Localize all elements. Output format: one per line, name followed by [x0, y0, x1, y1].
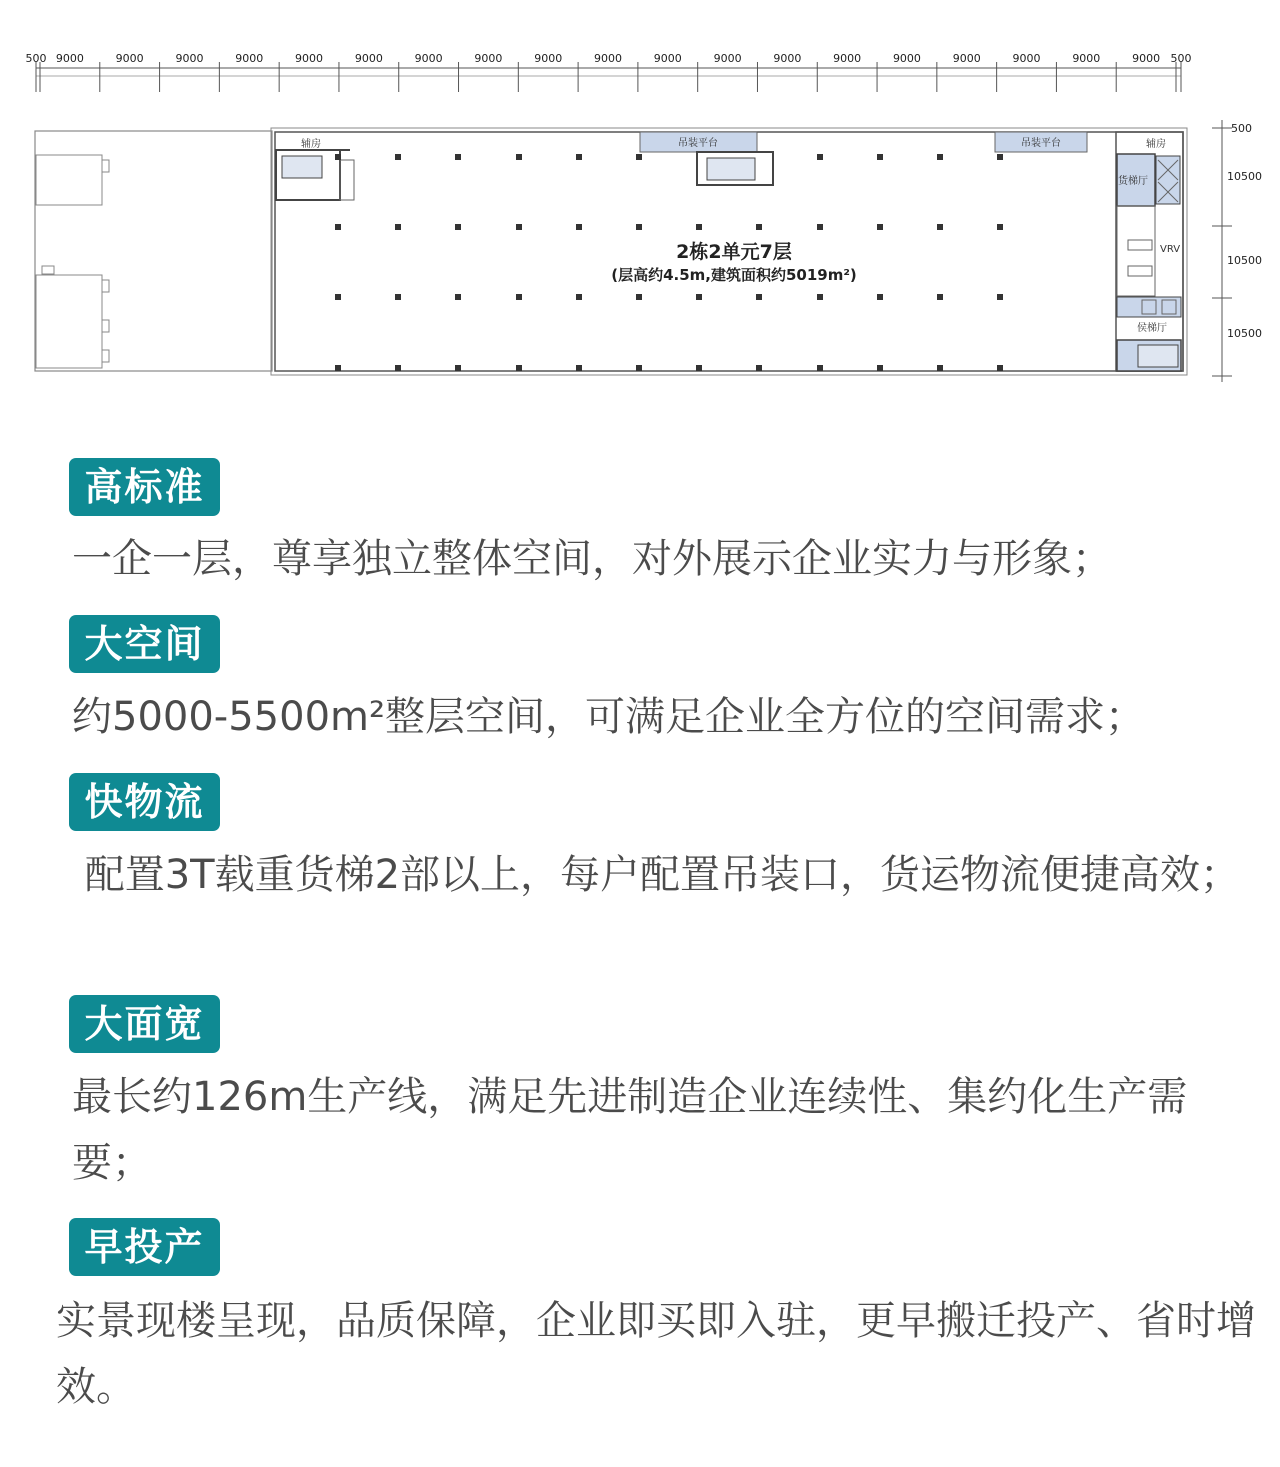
room-aux-left: 辅房 [301, 139, 321, 150]
top-dimension-label: 500 [25, 52, 47, 65]
feature-tag: 大空间 [69, 615, 220, 673]
structural-column [937, 365, 943, 371]
right-dimension-label: 10500 [1227, 327, 1262, 340]
structural-column [516, 154, 522, 160]
structural-column [997, 365, 1003, 371]
structural-column [696, 294, 702, 300]
structural-column [576, 294, 582, 300]
room-vrv: VRV [1160, 244, 1181, 255]
top-dimension-label: 9000 [55, 52, 84, 65]
top-dimension-label: 9000 [1132, 52, 1161, 65]
structural-column [636, 365, 642, 371]
structural-column [877, 294, 883, 300]
top-dimension-label: 9000 [773, 52, 802, 65]
structural-column [877, 154, 883, 160]
right-dimension-label: 500 [1231, 122, 1252, 135]
room-aux-right: 辅房 [1146, 139, 1166, 150]
feature-tag: 早投产 [69, 1218, 220, 1276]
top-dimension-label: 9000 [295, 52, 324, 65]
structural-column [516, 224, 522, 230]
top-dimension-label: 9000 [952, 52, 981, 65]
top-dimension-label: 9000 [833, 52, 862, 65]
structural-column [335, 365, 341, 371]
structural-column [636, 294, 642, 300]
structural-column [335, 224, 341, 230]
structural-column [696, 224, 702, 230]
top-dimension-label: 9000 [653, 52, 682, 65]
right-dimension-label: 10500 [1227, 170, 1262, 183]
structural-column [516, 365, 522, 371]
top-dimension-label: 9000 [354, 52, 383, 65]
structural-column [455, 294, 461, 300]
top-dimension-label: 9000 [1012, 52, 1041, 65]
floor-plan [0, 0, 1280, 400]
top-dimension-label: 9000 [892, 52, 921, 65]
structural-column [817, 365, 823, 371]
feature-description: 约5000-5500m²整层空间，可满足企业全方位的空间需求； [72, 694, 1146, 740]
structural-column [937, 294, 943, 300]
room-crane-platform-2: 吊装平台 [1021, 138, 1061, 149]
feature-tag: 大面宽 [69, 995, 220, 1053]
top-dimension-label: 9000 [1072, 52, 1101, 65]
plan-title: 2栋2单元7层 [676, 241, 792, 263]
structural-column [395, 365, 401, 371]
structural-column [455, 365, 461, 371]
structural-column [335, 154, 341, 160]
structural-column [455, 154, 461, 160]
structural-column [817, 224, 823, 230]
structural-column [877, 365, 883, 371]
room-freight-elevator-hall: 货梯厅 [1118, 176, 1148, 187]
structural-column [395, 154, 401, 160]
top-dimension-label: 9000 [534, 52, 563, 65]
top-dimension-label: 9000 [115, 52, 144, 65]
feature-tag: 快物流 [69, 773, 220, 831]
structural-column [756, 365, 762, 371]
top-dimension-label: 9000 [414, 52, 443, 65]
room-crane-platform-1: 吊装平台 [678, 138, 718, 149]
feature-description: 一企一层，尊享独立整体空间，对外展示企业实力与形象； [72, 536, 1112, 582]
structural-column [817, 294, 823, 300]
structural-column [576, 365, 582, 371]
top-dimension-label: 9000 [713, 52, 742, 65]
top-dimension-label: 9000 [235, 52, 264, 65]
feature-description: 配置3T载重货梯2部以上，每户配置吊装口，货运物流便捷高效； [72, 852, 1241, 898]
structural-column [997, 294, 1003, 300]
structural-column [636, 224, 642, 230]
structural-column [756, 224, 762, 230]
structural-column [997, 154, 1003, 160]
structural-column [997, 224, 1003, 230]
feature-tag: 高标准 [69, 458, 220, 516]
structural-column [576, 154, 582, 160]
plan-subtitle: (层高约4.5m,建筑面积约5019m²) [611, 266, 857, 284]
structural-column [455, 224, 461, 230]
structural-column [696, 365, 702, 371]
structural-column [516, 294, 522, 300]
structural-column [576, 224, 582, 230]
top-dimension-label: 9000 [175, 52, 204, 65]
top-dimension-label: 500 [1170, 52, 1192, 65]
structural-column [817, 154, 823, 160]
structural-column [395, 294, 401, 300]
structural-column [636, 154, 642, 160]
structural-column [335, 294, 341, 300]
room-waiting-elevator-hall: 侯梯厅 [1137, 323, 1167, 334]
structural-column [877, 224, 883, 230]
feature-description: 实景现楼呈现，品质保障，企业即买即入驻，更早搬迁投产、省时增效。 [56, 1298, 1256, 1410]
structural-column [395, 224, 401, 230]
top-dimension-label: 9000 [474, 52, 503, 65]
feature-description: 最长约126m生产线，满足先进制造企业连续性、集约化生产需要； [72, 1074, 1188, 1186]
structural-column [937, 224, 943, 230]
right-dimension-label: 10500 [1227, 254, 1262, 267]
structural-column [937, 154, 943, 160]
structural-column [756, 294, 762, 300]
top-dimension-label: 9000 [594, 52, 622, 65]
